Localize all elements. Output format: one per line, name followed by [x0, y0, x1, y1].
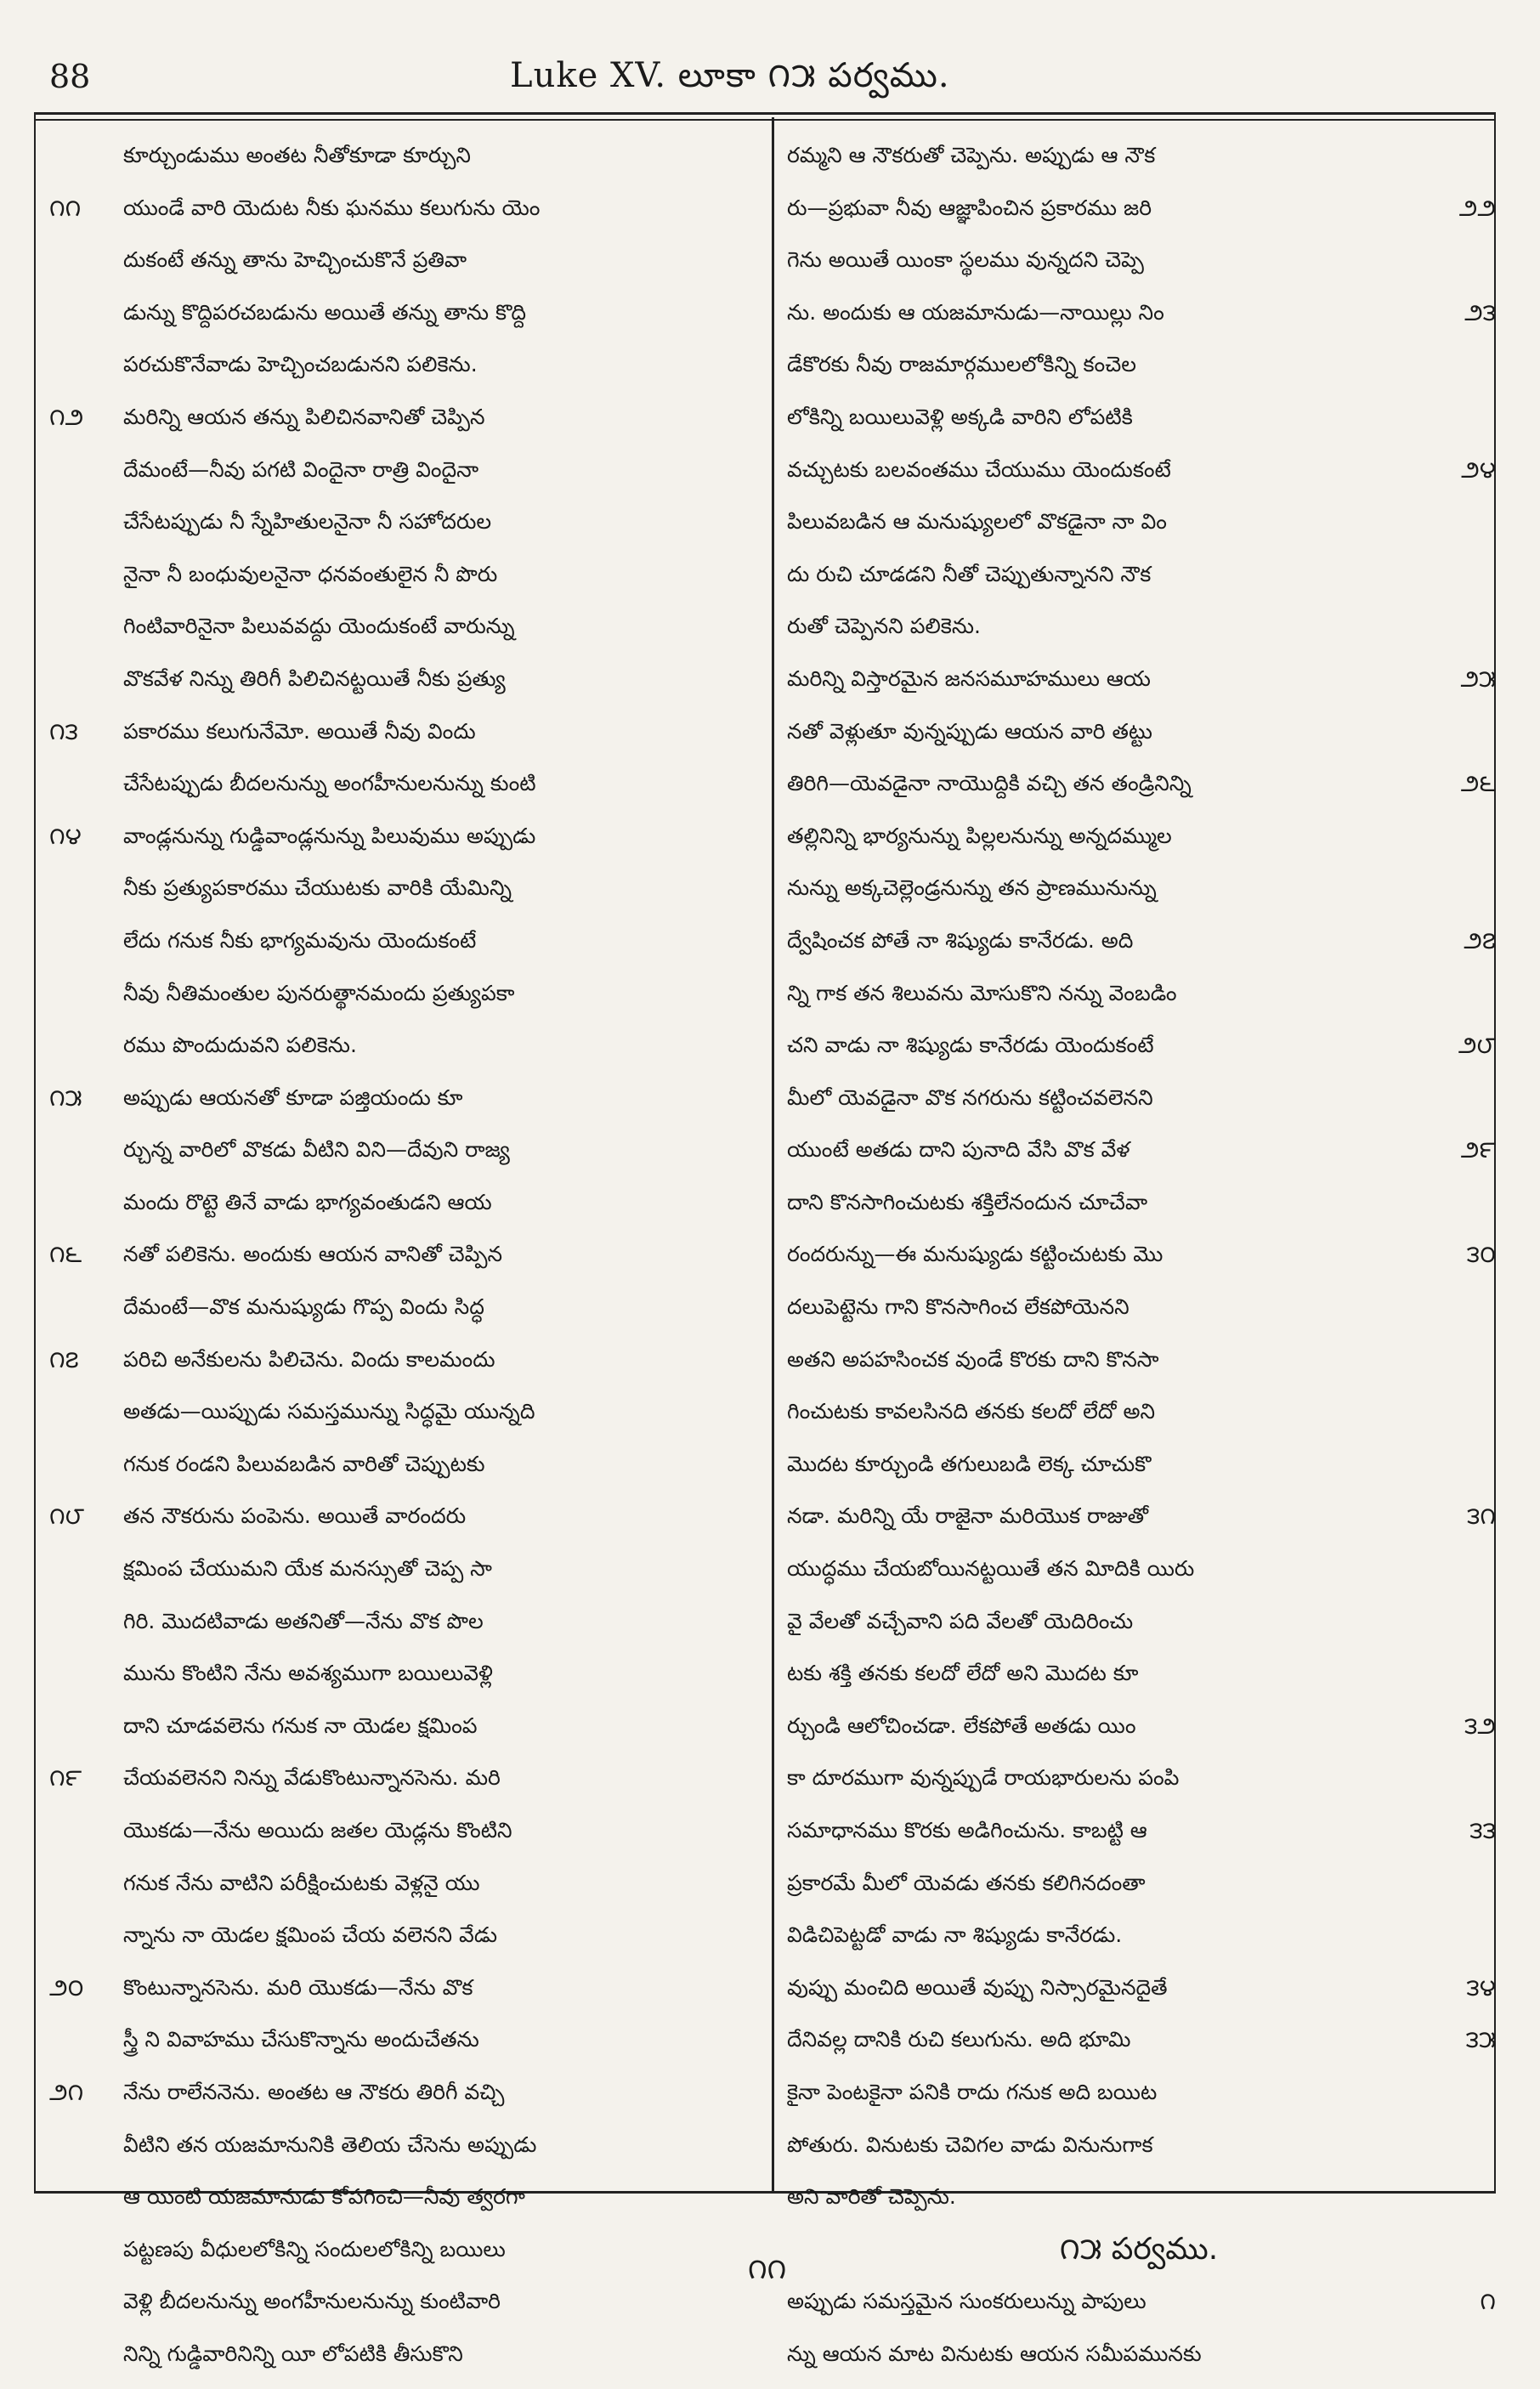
verse-text: గనుక రండని పిలువబడిన వారితో చెప్పుటకు: [123, 1451, 485, 1476]
text-line: [42, 757, 765, 810]
text-line: [782, 1752, 1496, 1804]
verse-text: కా దూరముగా వున్నప్పుడే రాయభారులను పంపి: [787, 1765, 1180, 1791]
verse-text: దలుపెట్టెను గాని కొనసాగించ లేకపోయెనని: [787, 1294, 1130, 1320]
text-line: [42, 600, 765, 653]
verse-text: విడిచిపెట్టడో వాడు నా శిష్యుడు కానేరడు.: [787, 1922, 1123, 1948]
verse-number: ౨౧: [49, 2077, 84, 2106]
verse-text: పోతురు. వినుటకు చెవిగల వాడు వినునుగాక: [787, 2131, 1153, 2157]
text-line: [782, 1804, 1496, 1857]
verse-text: మందు రొట్టె తినే వాడు భాగ్యవంతుడని ఆయ: [123, 1189, 492, 1214]
verse-number: ౩౨: [1464, 1711, 1496, 1740]
text-line: [42, 286, 765, 339]
text-line: [42, 1124, 765, 1176]
verse-text: డేకొరకు నీవు రాజమార్గములలోకిన్ని కంచెల: [787, 352, 1136, 377]
page-number: 88: [49, 58, 91, 95]
verse-number: ౩౦: [1466, 1240, 1496, 1269]
text-line: [782, 2013, 1496, 2066]
text-line: [782, 1385, 1496, 1438]
verse-text: అతడు—యిప్పుడు సమస్తమున్ను సిద్ధమై యున్నది: [123, 1399, 535, 1424]
text-line: [42, 2275, 765, 2328]
text-line: [42, 1228, 765, 1281]
verse-number: ౨౮: [1458, 1031, 1496, 1060]
text-line: [42, 1752, 765, 1804]
verse-text: నడా. మరిన్ని యే రాజైనా మరియొక రాజుతో: [787, 1503, 1149, 1529]
verse-text: రమ్మని ఆ నౌకరుతో చెప్పెను. అప్పుడు ఆ నౌక: [787, 143, 1156, 167]
header-rule-inner: [34, 119, 1496, 121]
verse-text: కూర్చుండుము అంతట నీతోకూడా కూర్చుని: [123, 143, 471, 167]
verse-text: నిన్ని గుడ్డివారినిన్ని యీ లోపటికి తీసుకొని: [123, 2341, 463, 2366]
page: [34, 25, 1496, 2366]
verse-text: అప్పుడు ఆయనతో కూడా పజ్తియందు కూ: [123, 1084, 463, 1110]
verse-number: ౨౨: [1458, 193, 1496, 222]
text-line: [42, 810, 765, 863]
verse-text: స్త్రీ ని వివాహము చేసుకొన్నాను అందుచేతను: [123, 2027, 479, 2052]
verse-text: నతో వెళ్లుతూ వున్నప్పుడు ఆయన వారి తట్టు: [787, 718, 1152, 744]
verse-text: నీకు ప్రత్యుపకారము చేయుటకు వారికి యేమిన్ని: [123, 875, 512, 901]
verse-number: ౧౯: [49, 1763, 82, 1792]
verse-text: ర్చుండి ఆలోచించడా. లేకపోతే అతడు యిం: [787, 1712, 1136, 1738]
verse-text: చేసేటప్పుడు నీ స్నేహితులనైనా నీ సహోదరుల: [123, 509, 492, 535]
text-line: [42, 914, 765, 967]
verse-text: దాని కొనసాగించుటకు శక్తిలేనందున చూచేవా: [787, 1189, 1148, 1214]
verse-text: యొకడు—నేను అయిదు జతల యెడ్లను కొంటిని: [123, 1818, 512, 1843]
verse-text: పిలువబడిన ఆ మనుష్యులలో వొకడైనా నా విం: [787, 509, 1167, 535]
text-line: [782, 1124, 1496, 1176]
verse-text: న్ను ఆయన మాట వినుటకు ఆయన సమీపమునకు: [787, 2341, 1202, 2366]
text-line: [42, 2223, 765, 2276]
text-line: [42, 1857, 765, 1910]
verse-text: తన నౌకరును పంపెను. అయితే వారందరు: [123, 1503, 467, 1529]
verse-text: పట్టణపు వీధులలోకిన్ని సందులలోకిన్ని బయిలు: [123, 2236, 506, 2262]
verse-text: గనుక నేను వాటిని పరీక్షించుటకు వెళ్లనై యు: [123, 1870, 480, 1895]
text-line: [42, 444, 765, 496]
text-line: [42, 1385, 765, 1438]
verse-text: ను. అందుకు ఆ యజమానుడు—నాయిల్లు నిం: [787, 299, 1164, 325]
text-line: [42, 495, 765, 548]
verse-text: కొంటున్నానసెను. మరి యొకడు—నేను వొక: [123, 1974, 473, 2000]
text-line: [782, 653, 1496, 705]
text-line: [42, 338, 765, 391]
verse-text: వొకవేళ నిన్ను తిరిగీ పిలిచినట్టయితే నీకు ప్రత్యు: [123, 665, 506, 691]
verse-text: గింటివారినైనా పిలువవద్దు యెందుకంటే వారున్ను: [123, 614, 515, 639]
verse-number: ౨౬: [1460, 769, 1496, 798]
text-line: [42, 862, 765, 914]
verse-text: వెళ్లి బీదలనున్ను అంగహీనులనున్ను కుంటివారి: [123, 2289, 501, 2314]
text-line: [782, 2328, 1496, 2381]
text-line: [782, 1962, 1496, 2014]
verse-text: మరిన్ని ఆయన తన్ను పిలిచినవానితో చెప్పిన: [123, 404, 485, 429]
text-line: [42, 182, 765, 235]
verse-text: నతో పలికెను. అందుకు ఆయన వానితో చెప్పిన: [123, 1242, 503, 1267]
text-line: [782, 495, 1496, 548]
verse-text: యుండే వారి యెదుట నీకు ఘనము కలుగును యెం: [123, 195, 541, 220]
verse-number: ౧౨: [49, 402, 84, 431]
verse-text: డున్ను కొద్దిపరచబడును అయితే తన్ను తాను కొద్ది: [123, 299, 527, 325]
text-line: [42, 1804, 765, 1857]
text-line: [782, 914, 1496, 967]
verse-text: మరిన్ని విస్తారమైన జనసమూహములు ఆయ: [787, 665, 1151, 691]
text-line: [782, 1647, 1496, 1700]
verse-number: ౩౫: [1465, 2025, 1496, 2054]
text-line: [782, 1543, 1496, 1595]
text-line: [42, 2013, 765, 2066]
verse-text: నేను రాలేననెను. అంతట ఆ నౌకరు తిరిగీ వచ్చి: [123, 2079, 505, 2104]
verse-number: ౧౩: [49, 716, 78, 745]
verse-text: పకారము కలుగునేమో. అయితే నీవు విందు: [123, 718, 476, 744]
text-line: [42, 1438, 765, 1491]
text-line: [782, 234, 1496, 286]
verse-text: దేనివల్ల దానికి రుచి కలుగును. అది భూమి: [787, 2027, 1131, 2052]
verse-number: ౩౪: [1466, 1973, 1496, 2001]
verse-text: రందరున్ను—ఈ మనుష్యుడు కట్టించుటకు మొ: [787, 1242, 1163, 1267]
verse-text: సమాధానము కొరకు అడిగించును. కాబట్టి ఆ: [787, 1818, 1147, 1843]
verse-text: న్ని గాక తన శిలువను మోసుకొని నన్ను వెంబడిం: [787, 980, 1177, 1005]
text-line: [42, 1333, 765, 1386]
verse-text: వై వేలతో వచ్చేవాని పది వేలతో యెదిరించు: [787, 1608, 1134, 1633]
text-line: [782, 129, 1496, 182]
text-line: [782, 2171, 1496, 2223]
text-line: [782, 1281, 1496, 1333]
text-line: [782, 286, 1496, 339]
verse-number: ౩౧: [1467, 1502, 1496, 1531]
verse-text: మును కొంటిని నేను అవశ్యముగా బయిలువెళ్లి: [123, 1661, 493, 1686]
text-line: [782, 1228, 1496, 1281]
verse-number: ౨౫: [1460, 664, 1496, 693]
verse-text: అప్పుడు సమస్తమైన సుంకరులున్ను పాపులు: [787, 2289, 1147, 2314]
text-line: [782, 757, 1496, 810]
header-rule: [34, 112, 1496, 115]
running-title: Luke XV. లూకా ౧౫ పర్వము.: [510, 56, 950, 95]
text-line: [782, 1490, 1496, 1543]
text-line: [42, 1909, 765, 1962]
text-line: [782, 810, 1496, 863]
signature-mark: ౧౧: [748, 2252, 787, 2286]
text-line: [782, 1700, 1496, 1752]
text-line: [42, 967, 765, 1020]
text-line: [42, 1281, 765, 1333]
verse-number: ౨౪: [1461, 455, 1496, 484]
verse-text: దు రుచి చూడడని నీతో చెప్పుతున్నానని నౌక: [787, 561, 1152, 586]
verse-text: లేదు గనుక నీకు భాగ్యమవును యెందుకంటే: [123, 927, 477, 953]
text-line: [782, 1333, 1496, 1386]
text-line: [782, 705, 1496, 758]
verse-text: తల్లినిన్ని భార్యనున్ను పిల్లలనున్ను అన్నదమ్ముల: [787, 823, 1172, 848]
verse-text: న్నాను నా యెడల క్షమింప చేయ వలెనని వేడు: [123, 1922, 497, 1948]
verse-text: చని వాడు నా శిష్యుడు కానేరడు యెందుకంటే: [787, 1033, 1154, 1058]
verse-text: చేసేటప్పుడు బీదలనున్ను అంగహీనులనున్ను కుంటి: [123, 771, 536, 796]
verse-text: దేమంటే—వొక మనుష్యుడు గొప్ప విందు సిద్ధ: [123, 1294, 484, 1320]
verse-text: వచ్చుటకు బలవంతము చేయుము యెందుకంటే: [787, 456, 1171, 482]
text-line: [782, 862, 1496, 914]
text-line: [42, 1700, 765, 1752]
text-line: [782, 1438, 1496, 1491]
verse-number: ౧౧: [49, 193, 82, 222]
text-line: [782, 2119, 1496, 2171]
verse-text: టకు శక్తి తనకు కలదో లేదో అని మొదట కూ: [787, 1661, 1139, 1686]
text-line: [782, 338, 1496, 391]
text-line: [782, 1909, 1496, 1962]
text-line: [782, 2275, 1496, 2328]
text-line: [782, 1176, 1496, 1229]
verse-text: నైనా నీ బంధువులనైనా ధనవంతులైన నీ పొరు: [123, 561, 498, 586]
verse-text: దుకంటే తన్ను తాను హెచ్చించుకొనే ప్రతివా: [123, 247, 467, 273]
verse-number: ౧౮: [49, 1502, 85, 1531]
verse-text: గిరి. మొదటివాడు అతనితో—నేను వొక పొల: [123, 1608, 484, 1633]
text-line: [42, 548, 765, 601]
text-line: [42, 1595, 765, 1648]
verse-text: వాండ్లనున్ను గుడ్డివాండ్లనున్ను పిలువుము అప్పుడు: [123, 823, 536, 848]
text-line: [782, 1019, 1496, 1072]
verse-text: దేమంటే—నీవు పగటి విందైనా రాత్రి విందైనా: [123, 456, 479, 482]
verse-text: గెను అయితే యింకా స్థలము వున్నదని చెప్పె: [787, 247, 1144, 273]
text-line: [782, 182, 1496, 235]
text-line: [42, 2171, 765, 2223]
verse-text: పరిచి అనేకులను పిలిచెను. విందు కాలమందు: [123, 1346, 495, 1372]
verse-text: లోకిన్ని బయిలువెళ్లి అక్కడి వారిని లోపటికి: [787, 404, 1133, 429]
page-header: [34, 25, 1496, 109]
verse-text: తిరిగి—యెవడైనా నాయొద్దికి వచ్చి తన తండ్రినిన్ని: [787, 771, 1192, 796]
text-line: [782, 444, 1496, 496]
verse-text: ప్రకారమే మీలో యెవడు తనకు కలిగినదంతా: [787, 1870, 1146, 1895]
verse-text: నున్ను అక్కచెల్లెండ్రనున్ను తన ప్రాణమునున్ను: [787, 875, 1157, 901]
frame-left-border: [34, 112, 36, 2193]
verse-text: నీవు నీతిమంతుల పునరుత్థానమందు ప్రత్యుపకా: [123, 980, 515, 1005]
verse-text: మొదట కూర్చుండి తగులుబడి లెక్క చూచుకొ: [787, 1451, 1152, 1476]
verse-text: గించుటకు కావలసినది తనకు కలదో లేదో అని: [787, 1399, 1156, 1424]
text-line: [42, 391, 765, 444]
verse-number: ౨౯: [1460, 1135, 1496, 1164]
verse-text: దాని చూడవలెను గనుక నా యెడల క్షమింప: [123, 1712, 478, 1738]
verse-text: క్షమింప చేయుమని యేక మనస్సుతో చెప్ప సా: [123, 1556, 492, 1582]
verse-text: కైనా పెంటకైనా పనికి రాదు గనుక అది బయిట: [787, 2079, 1158, 2104]
text-line: [42, 1072, 765, 1124]
left-column: [42, 129, 765, 2381]
verse-text: వీటిని తన యజమానునికి తెలియ చేసెను అప్పుడు: [123, 2131, 537, 2157]
verse-text: పరచుకొనేవాడు హెచ్చించబడునని పలికెను.: [123, 352, 478, 377]
text-line: [782, 1857, 1496, 1910]
text-line: [42, 653, 765, 705]
chapter-heading: ౧౫ పర్వము.: [1059, 2231, 1219, 2267]
verse-number: ౧౫: [49, 1083, 82, 1112]
verse-number: ౧: [1480, 2287, 1496, 2316]
text-line: [782, 2066, 1496, 2119]
verse-number: ౩౩: [1469, 1816, 1496, 1844]
verse-text: రు—ప్రభువా నీవు ఆజ్ఞాపించిన ప్రకారము జరి: [787, 195, 1152, 220]
text-line: [42, 2066, 765, 2119]
text-line: [42, 1543, 765, 1595]
verse-number: ౨౭: [1464, 926, 1496, 954]
text-line: [782, 1072, 1496, 1124]
text-line: [782, 548, 1496, 601]
verse-text: అతని అపహసించక వుండే కొరకు దాని కొనసా: [787, 1346, 1159, 1372]
text-line: [782, 391, 1496, 444]
column-divider: [772, 117, 774, 2193]
verse-text: ర్చున్న వారిలో వొకడు వీటిని విని—దేవుని రాజ్య: [123, 1137, 510, 1163]
verse-number: ౧౭: [49, 1345, 79, 1373]
text-line: [782, 600, 1496, 653]
verse-text: ఆ యింటి యజమానుడు కోపగించి—నీవు త్వరగా: [123, 2184, 525, 2210]
verse-text: ద్వేషించక పోతే నా శిష్యుడు కానేరడు. అది: [787, 927, 1134, 953]
verse-number: ౨౦: [49, 1973, 84, 2001]
verse-text: అని వారితో చెప్పెను.: [787, 2184, 956, 2210]
verse-text: యుంటే అతడు దాని పునాది వేసి వొక వేళ: [787, 1137, 1130, 1163]
text-line: [42, 1019, 765, 1072]
verse-text: రము పొందుదువని పలికెను.: [123, 1033, 357, 1058]
verse-number: ౧౪: [49, 821, 82, 850]
text-line: [42, 1962, 765, 2014]
text-line: [782, 967, 1496, 1020]
text-line: [782, 1595, 1496, 1648]
verse-text: యుద్ధము చేయబోయినట్టయితే తన విూదికి యిరు: [787, 1556, 1195, 1582]
verse-text: రుతో చెప్పెనని పలికెను.: [787, 614, 981, 639]
text-line: [42, 705, 765, 758]
verse-text: చేయవలెనని నిన్ను వేడుకొంటున్నానసెను. మరి: [123, 1765, 501, 1791]
text-line: [42, 1176, 765, 1229]
text-line: [42, 1647, 765, 1700]
verse-text: మీలో యెవడైనా వొక నగరును కట్టించవలెనని: [787, 1084, 1153, 1110]
text-line: [42, 1490, 765, 1543]
verse-text: వుప్పు మంచిది అయితే వుప్పు నిస్సారమైనదైతే: [787, 1974, 1168, 2000]
text-line: [42, 2119, 765, 2171]
text-line: [42, 129, 765, 182]
verse-number: ౨౩: [1464, 297, 1496, 326]
text-line: [42, 234, 765, 286]
text-line: [42, 2328, 765, 2381]
right-column: [782, 129, 1496, 2381]
verse-number: ౧౬: [49, 1240, 82, 1269]
